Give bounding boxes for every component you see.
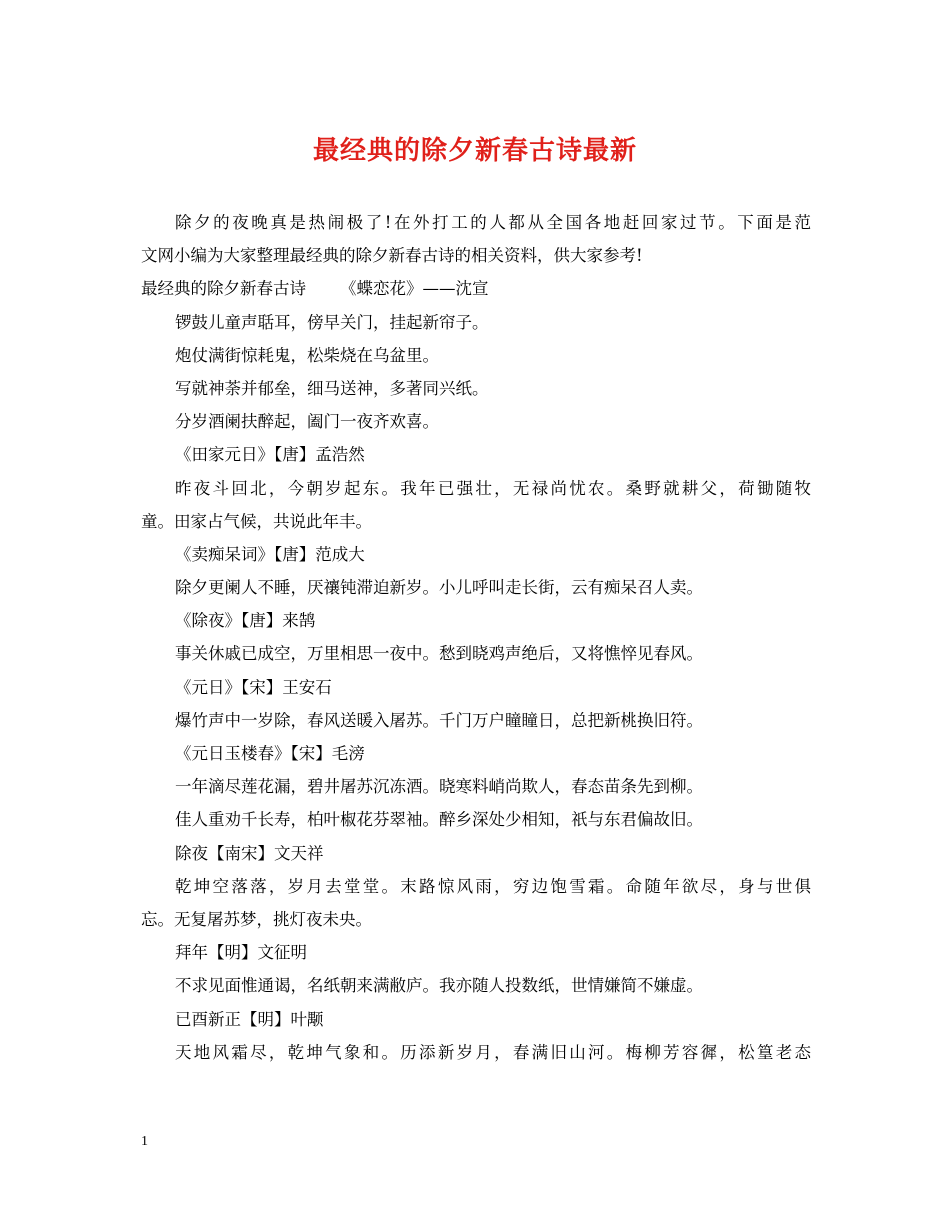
section-heading-poem-title: 《蝶恋花》——沈宣 [340, 279, 489, 299]
text-line: 童。田家占气候，共说此年丰。 [141, 511, 372, 531]
document-title: 最经典的除夕新春古诗最新 [312, 136, 637, 166]
text-line: 《元日玉楼春》【宋】毛滂 [175, 744, 365, 763]
section-heading-label: 最经典的除夕新春古诗 [141, 279, 306, 299]
text-line: 昨夜斗回北，今朝岁起东。我年已强壮，无禄尚忧农。桑野就耕父，荷锄随牧 [175, 478, 811, 498]
text-line: 佳人重劝千长寿，柏叶椒花芬翠袖。醉乡深处少相知，祇与东君偏故旧。 [175, 810, 703, 830]
poem-lines [141, 306, 811, 1069]
text-line: 一年滴尽莲花漏，碧井屠苏沉冻酒。晓寒料峭尚欺人，春态苗条先到柳。 [175, 777, 703, 797]
text-line: 天地风霜尽，乾坤气象和。历添新岁月，春满旧山河。梅柳芳容徲，松篁老态 [175, 1042, 811, 1062]
text-line: 事关休戚已成空，万里相思一夜中。愁到晓鸡声绝后，又将憔悴见春风。 [175, 644, 703, 664]
section-heading [141, 272, 811, 305]
text-line: 《卖痴呆词》【唐】范成大 [175, 544, 365, 564]
intro-line-1: 除夕的夜晚真是热闹极了!在外打工的人都从全国各地赶回家过节。下面是范 [175, 213, 811, 232]
text-line: 写就神荼并郁垒，细马送神，多著同兴纸。 [175, 378, 489, 398]
text-line: 《元日》【宋】王安石 [175, 677, 332, 697]
text-line: 不求见面惟通谒，名纸朝来满敝庐。我亦随人投数纸，世情嫌简不嫌虚。 [175, 976, 703, 996]
text-line: 《田家元日》【唐】孟浩然 [175, 445, 365, 465]
text-line: 爆竹声中一岁除，春风送暖入屠苏。千门万户瞳瞳日，总把新桃换旧符。 [175, 710, 703, 730]
text-line: 拜年【明】文征明 [175, 943, 307, 963]
text-line: 除夜【南宋】文天祥 [175, 843, 324, 863]
text-line: 锣鼓儿童声聒耳，傍早关门，挂起新帘子。 [175, 312, 489, 332]
text-line: 忘。无复屠苏梦，挑灯夜未央。 [141, 909, 372, 929]
text-line: 《除夜》【唐】来鹄 [175, 611, 316, 631]
intro-line-2: 文网小编为大家整理最经典的除夕新春古诗的相关资料，供大家参考! [141, 246, 643, 266]
text-line: 除夕更阑人不睡，厌禳钝滞迫新岁。小儿呼叫走长街，云有痴呆召人卖。 [175, 578, 703, 598]
document-body [141, 206, 811, 1069]
text-line: 已酉新正【明】叶颙 [175, 1009, 324, 1029]
text-line: 乾坤空落落，岁月去堂堂。末路惊风雨，穷边饱雪霜。命随年欲尽，身与世俱 [175, 876, 811, 896]
page-number: 1 [141, 1134, 148, 1149]
text-line: 分岁酒阑扶醉起，阖门一夜齐欢喜。 [175, 412, 439, 432]
text-line: 炮仗满街惊耗鬼，松柴烧在乌盆里。 [175, 345, 439, 365]
